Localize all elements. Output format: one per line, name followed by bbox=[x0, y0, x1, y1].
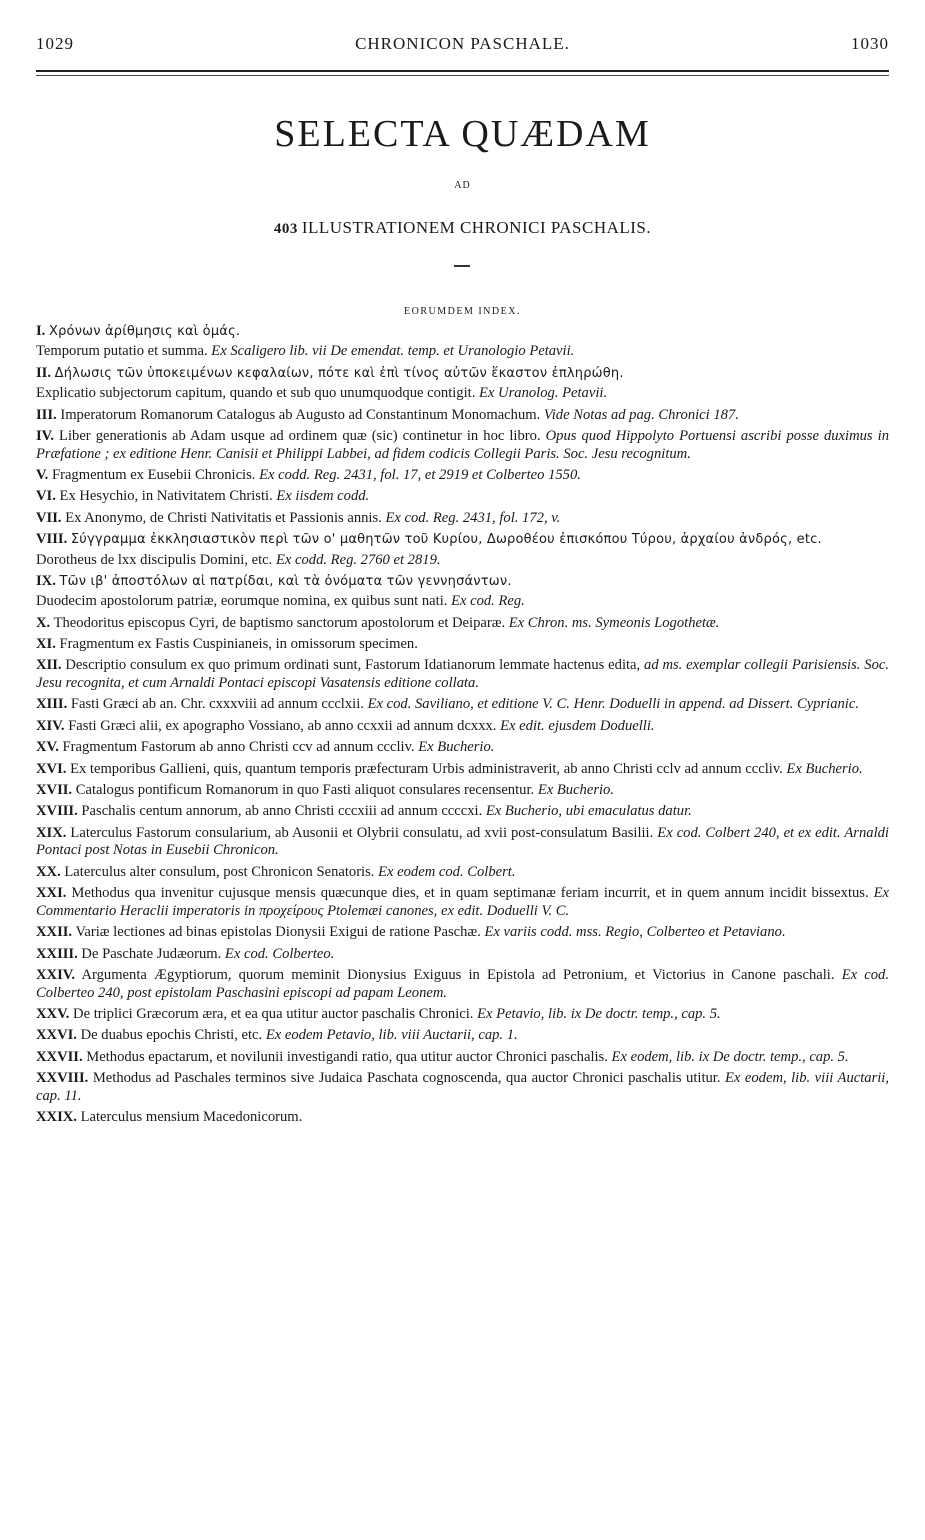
entry-number: XXII. bbox=[36, 924, 73, 941]
entry-number: XXVI. bbox=[36, 1027, 77, 1044]
entry-number: XIX. bbox=[36, 824, 67, 841]
source-note: ad ms. exemplar collegii Parisiensis. Soc. Jesu recognita, et cum Arnaldi Pontaci episcopi Vasatensis editione collata. bbox=[36, 657, 889, 692]
entry-number: XII. bbox=[36, 657, 62, 674]
latin-title: Ex temporibus Gallieni, quis, quantum temporis præfecturam Urbis administraverit, ab anno Christi cclv ad annum cccliv. bbox=[70, 760, 783, 777]
source-note: Ex eodem, lib. viii Auctarii, cap. 11. bbox=[36, 1070, 890, 1104]
source-note: Ex Bucherio. bbox=[418, 739, 495, 756]
index-entry bbox=[36, 1049, 889, 1067]
latin-title: Temporum putatio et summa. bbox=[36, 343, 208, 360]
left-page-number: 1029 bbox=[36, 34, 74, 53]
source-note: Ex codd. Reg. 2431, fol. 17, et 2919 et Colberteo 1550. bbox=[259, 466, 581, 483]
entry-number: VIII. bbox=[36, 531, 68, 548]
entry-number: XXIV. bbox=[36, 966, 76, 983]
index-entry bbox=[36, 428, 889, 463]
source-note: Ex cod. Colberteo. bbox=[224, 945, 335, 962]
index-entry bbox=[36, 739, 889, 757]
index-entry bbox=[36, 782, 889, 800]
index-entry bbox=[36, 531, 889, 549]
source-note: Ex iisdem codd. bbox=[276, 488, 370, 505]
latin-title: Fragmentum Fastorum ab anno Christi ccv ad annum cccliv. bbox=[62, 739, 415, 756]
source-note: Ex eodem, lib. ix De doctr. temp., cap. 5. bbox=[611, 1048, 849, 1065]
latin-title: Variæ lectiones ad binas epistolas Dionysii Exigui de ratione Paschæ. bbox=[75, 924, 481, 941]
source-note: Ex Bucherio, ubi emaculatus datur. bbox=[485, 803, 692, 820]
entry-number: XI. bbox=[36, 636, 56, 653]
index-entry bbox=[36, 1070, 889, 1105]
entry-number: XIV. bbox=[36, 717, 65, 734]
latin-title: Duodecim apostolorum patriæ, eorumque nomina, ex quibus sunt nati. bbox=[36, 593, 448, 610]
index-list bbox=[36, 323, 889, 1130]
entry-number: VI. bbox=[36, 488, 56, 505]
source-note: Opus quod Hippolyto Portuensi ascribi posse duximus in Præfatione ; ex editione Henr. Canisii et Philippi Labbei, ad fidem codicis Collegii Paris. Soc. Jesu recognitum. bbox=[36, 427, 889, 462]
entry-number: XV. bbox=[36, 739, 59, 756]
index-entry bbox=[36, 343, 889, 361]
column-marker: 403 bbox=[273, 221, 298, 237]
index-heading: EORUMDEM INDEX. bbox=[404, 306, 521, 317]
source-note: Ex cod. Colbert 240, et ex edit. Arnaldi Pontaci post Notas in Eusebii Chronicon. bbox=[36, 824, 889, 859]
index-entry bbox=[36, 636, 889, 654]
source-note: Ex variis codd. mss. Regio, Colberteo et Petaviano. bbox=[484, 924, 786, 941]
entry-number: XXIX. bbox=[36, 1109, 77, 1126]
latin-title: Ex Hesychio, in Nativitatem Christi. bbox=[59, 488, 273, 505]
latin-title: Methodus epactarum, et novilunii investigandi ratio, qua utitur auctor Chronici paschalis. bbox=[86, 1048, 608, 1065]
greek-title: Δήλωσις τῶν ὑποκειμένων κεφαλαίων, πότε καὶ ἐπὶ τίνος αὐτῶν ἕκαστον ἐπληρώθη. bbox=[54, 365, 624, 381]
source-note: Ex Petavio, lib. ix De doctr. temp., cap. 5. bbox=[477, 1005, 721, 1022]
subtitle-text: ILLUSTRATIONEM CHRONICI PASCHALIS. bbox=[301, 218, 652, 237]
index-entry bbox=[36, 718, 889, 736]
latin-title: Laterculus Fastorum consularium, ab Ausonii et Olybrii consulatu, ad xvii post-consulatum Basilii. bbox=[70, 824, 654, 841]
latin-title: Fasti Græci ab an. Chr. cxxxviii ad annum ccclxii. bbox=[70, 696, 364, 713]
latin-title: Laterculus alter consulum, post Chronicon Senatoris. bbox=[64, 863, 375, 880]
header-rule bbox=[36, 70, 889, 72]
source-note: Ex Bucherio. bbox=[537, 782, 614, 798]
latin-title: Theodoritus episcopus Cyri, de baptismo sanctorum apostolorum et Deiparæ. bbox=[53, 614, 506, 631]
latin-title: Liber generationis ab Adam usque ad ordinem quæ (sic) continetur in hoc libro. bbox=[59, 427, 541, 444]
separator-dash bbox=[454, 265, 470, 267]
entry-number: IV. bbox=[36, 427, 54, 444]
entry-number: V. bbox=[36, 466, 49, 483]
source-note: Ex Scaligero lib. vii De emendat. temp. et Uranologio Petavii. bbox=[211, 343, 575, 360]
entry-number: XVII. bbox=[36, 782, 73, 798]
source-note: Vide Notas ad pag. Chronici 187. bbox=[543, 406, 739, 423]
index-entry bbox=[36, 365, 889, 383]
index-entry bbox=[36, 573, 889, 591]
index-entry bbox=[36, 593, 889, 611]
latin-title: De Paschate Judæorum. bbox=[81, 945, 222, 962]
greek-title: Χρόνων ἀρίθμησις καὶ ὁμάς. bbox=[48, 324, 241, 339]
index-entry bbox=[36, 385, 889, 403]
latin-title: Argumenta Ægyptiorum, quorum meminit Dionysius Exiguus in Epistola ad Petronium, et Victorius in Canone paschali. bbox=[81, 966, 835, 983]
latin-title: Fasti Græci alii, ex apographo Vossiano, ab anno ccxxii ad annum dcxxx. bbox=[68, 717, 497, 734]
index-entry bbox=[36, 488, 889, 506]
source-note: Ex eodem Petavio, lib. viii Auctarii, cap. 1. bbox=[265, 1027, 518, 1044]
latin-title: Descriptio consulum ex quo primum ordinati sunt, Fastorum Idatianorum lemmate hactenus edita, bbox=[65, 657, 641, 674]
index-entry bbox=[36, 696, 889, 714]
index-entry bbox=[36, 657, 889, 692]
index-entry bbox=[36, 803, 889, 821]
source-note: Ex cod. Saviliano, et editione V. C. Henr. Doduelli in append. ad Dissert. Cyprianic. bbox=[367, 696, 859, 713]
index-entry bbox=[36, 864, 889, 882]
latin-title: Catalogus pontificum Romanorum in quo Fasti aliquot consulares recensentur. bbox=[75, 782, 535, 798]
page-title: SELECTA QUÆDAM bbox=[274, 113, 651, 155]
latin-title: Imperatorum Romanorum Catalogus ab Augusto ad Constantinum Monomachum. bbox=[60, 406, 541, 423]
source-note: Ex codd. Reg. 2760 et 2819. bbox=[275, 551, 441, 568]
index-entry bbox=[36, 885, 889, 920]
entry-number: XXVII. bbox=[36, 1048, 83, 1065]
entry-number: IX. bbox=[36, 572, 56, 589]
entry-number: XXVIII. bbox=[36, 1070, 89, 1087]
entry-number: III. bbox=[36, 406, 57, 423]
index-entry bbox=[36, 323, 889, 341]
index-entry bbox=[36, 946, 889, 964]
latin-title: Fragmentum ex Eusebii Chronicis. bbox=[51, 466, 256, 483]
source-note: Ex Bucherio. bbox=[786, 760, 863, 777]
index-entry bbox=[36, 1027, 889, 1045]
entry-number: X. bbox=[36, 614, 51, 631]
index-entry bbox=[36, 825, 889, 860]
latin-title: Laterculus mensium Macedonicorum. bbox=[80, 1109, 303, 1126]
source-note: Ex cod. Colberteo 240, post epistolam Paschasini episcopi ad papam Leonem. bbox=[36, 966, 890, 1001]
entry-number: XVI. bbox=[36, 760, 67, 777]
running-header bbox=[36, 34, 889, 58]
source-note: Ex edit. ejusdem Doduelli. bbox=[500, 717, 655, 734]
source-note: Ex Commentario Heraclii imperatoris in προχείρους Ptolemæi canones, ex edit. Doduelli V. C. bbox=[36, 885, 890, 919]
source-note: Ex cod. Reg. bbox=[451, 593, 525, 610]
latin-title: De duabus epochis Christi, etc. bbox=[80, 1027, 263, 1044]
index-entry bbox=[36, 1006, 889, 1024]
index-entry bbox=[36, 1109, 889, 1127]
source-note: Ex cod. Reg. 2431, fol. 172, v. bbox=[385, 509, 561, 526]
latin-title: Fragmentum ex Fastis Cuspinianeis, in omissorum specimen. bbox=[59, 636, 418, 653]
greek-title: Σύγγραμμα ἐκκλησιαστικὸν περὶ τῶν ο' μαθητῶν τοῦ Κυρίου, Δωροθέου ἐπισκόπου Τύρου, ἀρχαίου ἀνδρός, etc. bbox=[70, 532, 822, 548]
page-subtitle bbox=[0, 218, 925, 238]
latin-title: Explicatio subjectorum capitum, quando et sub quo unumquodque contigit. bbox=[36, 385, 476, 402]
source-note: Ex Chron. ms. Symeonis Logothetæ. bbox=[508, 614, 720, 631]
running-title: CHRONICON PASCHALE. bbox=[355, 34, 570, 53]
entry-number: XVIII. bbox=[36, 803, 78, 820]
index-entry bbox=[36, 510, 889, 528]
index-entry bbox=[36, 924, 889, 942]
header-rule-thin bbox=[36, 75, 889, 76]
title-connector: AD bbox=[454, 180, 471, 191]
entry-number: XXIII. bbox=[36, 945, 78, 962]
entry-number: XX. bbox=[36, 863, 61, 880]
source-note: Ex eodem cod. Colbert. bbox=[378, 863, 516, 880]
greek-title: Τῶν ιβ' ἀποστόλων αἱ πατρίδαι, καὶ τὰ ὀνόματα τῶν γεννησάντων. bbox=[59, 573, 512, 589]
index-entry bbox=[36, 967, 889, 1002]
latin-title: Paschalis centum annorum, ab anno Christi cccxiii ad annum ccccxi. bbox=[81, 803, 483, 820]
right-page-number: 1030 bbox=[851, 34, 889, 53]
index-entry bbox=[36, 407, 889, 425]
source-note: Ex Uranolog. Petavii. bbox=[479, 385, 608, 402]
latin-title: Ex Anonymo, de Christi Nativitatis et Passionis annis. bbox=[65, 509, 382, 526]
entry-number: XXI. bbox=[36, 885, 67, 902]
entry-number: II. bbox=[36, 364, 52, 381]
entry-number: XIII. bbox=[36, 696, 68, 713]
index-entry bbox=[36, 761, 889, 779]
index-entry bbox=[36, 467, 889, 485]
latin-title: Dorotheus de lxx discipulis Domini, etc. bbox=[36, 551, 273, 568]
latin-title: Methodus qua invenitur cujusque mensis quæcunque dies, et in quam septimanæ feriam incurrit, et in quem annum incidit bissextus. bbox=[71, 885, 869, 902]
index-entry bbox=[36, 615, 889, 633]
entry-number: I. bbox=[36, 323, 46, 339]
latin-title: De triplici Græcorum æra, et ea qua utitur auctor paschalis Chronici. bbox=[73, 1005, 474, 1022]
index-entry bbox=[36, 552, 889, 570]
latin-title: Methodus ad Paschales terminos sive Judaica Paschata cognoscenda, qua auctor Chronici paschalis utitur. bbox=[92, 1070, 721, 1087]
entry-number: XXV. bbox=[36, 1005, 70, 1022]
entry-number: VII. bbox=[36, 509, 62, 526]
